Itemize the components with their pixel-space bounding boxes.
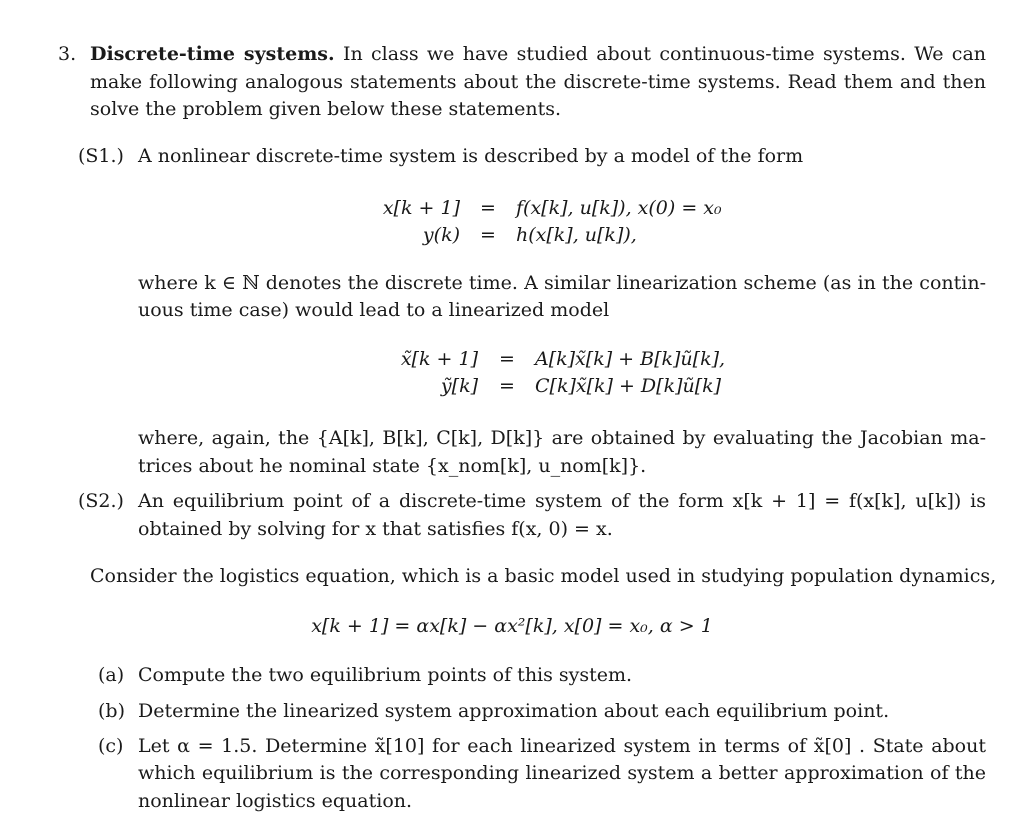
part-c-label: (c) — [98, 735, 124, 757]
problem-intro-line-2: make following analogous statements about the discrete-time systems. Read them and then — [90, 71, 986, 93]
part-b-text: Determine the linearized system approximation about each equilibrium point. — [138, 700, 890, 722]
s2-line-2: obtained by solving for x that satisfies f(x, 0) = x. — [138, 518, 613, 540]
logistics-intro: Consider the logistics equation, which is a basic model used in studying population dynamics, — [90, 565, 997, 587]
problem-number: 3. — [58, 43, 77, 65]
s1-where-line-2: uous time case) would lead to a linearized model — [138, 299, 610, 321]
s2-label: (S2.) — [78, 490, 124, 512]
lin2-equals: = — [499, 375, 515, 397]
s1-where-line-1: where k ∈ ℕ denotes the discrete time. A similar linearization scheme (as in the contin- — [138, 272, 986, 294]
lin2-rhs: C[k]x̃[k] + D[k]ũ[k] — [535, 375, 722, 397]
problem-title: Discrete-time systems. — [90, 43, 335, 65]
s2-line-1: An equilibrium point of a discrete-time system of the form x[k + 1] = f(x[k], u[k]) is — [138, 490, 986, 512]
problem-intro-line-3: solve the problem given below these statements. — [90, 98, 562, 120]
eq2-equals: = — [480, 224, 496, 246]
lin1-rhs: A[k]x̃[k] + B[k]ũ[k], — [535, 348, 726, 370]
part-c-line-1: Let α = 1.5. Determine x̃[10] for each linearized system in terms of x̃[0] . State about — [138, 735, 986, 757]
lin1-lhs: x̃[k + 1] — [400, 348, 478, 370]
lin1-equals: = — [499, 348, 515, 370]
part-c-line-3: nonlinear logistics equation. — [138, 790, 413, 812]
lin2-lhs: ỹ[k] — [440, 375, 478, 397]
s1-again-line-2: trices about he nominal state {x_nom[k], u_nom[k]}. — [138, 455, 647, 477]
s1-text: A nonlinear discrete-time system is described by a model of the form — [138, 145, 804, 167]
eq1-rhs: f(x[k], u[k]), x(0) = x₀ — [516, 197, 722, 219]
part-b-label: (b) — [98, 700, 125, 722]
problem-intro-text-1: In class we have studied about continuous-time systems. We can — [342, 43, 987, 65]
eq1-equals: = — [480, 197, 496, 219]
eq2-rhs: h(x[k], u[k]), — [516, 224, 637, 246]
s1-again-line-1: where, again, the {A[k], B[k], C[k], D[k]} are obtained by evaluating the Jacobian ma- — [138, 427, 986, 449]
part-c-line-2: which equilibrium is the corresponding linearized system a better approximation of the — [138, 762, 986, 784]
logistics-equation: x[k + 1] = αx[k] − αx²[k], x[0] = x₀, α > 1 — [311, 615, 713, 637]
s1-label: (S1.) — [78, 145, 124, 167]
problem-intro-line-1 — [90, 42, 986, 66]
part-a-text: Compute the two equilibrium points of this system. — [138, 664, 633, 686]
eq2-lhs: y(k) — [422, 224, 460, 246]
eq1-lhs: x[k + 1] — [382, 197, 460, 219]
part-a-label: (a) — [98, 664, 125, 686]
